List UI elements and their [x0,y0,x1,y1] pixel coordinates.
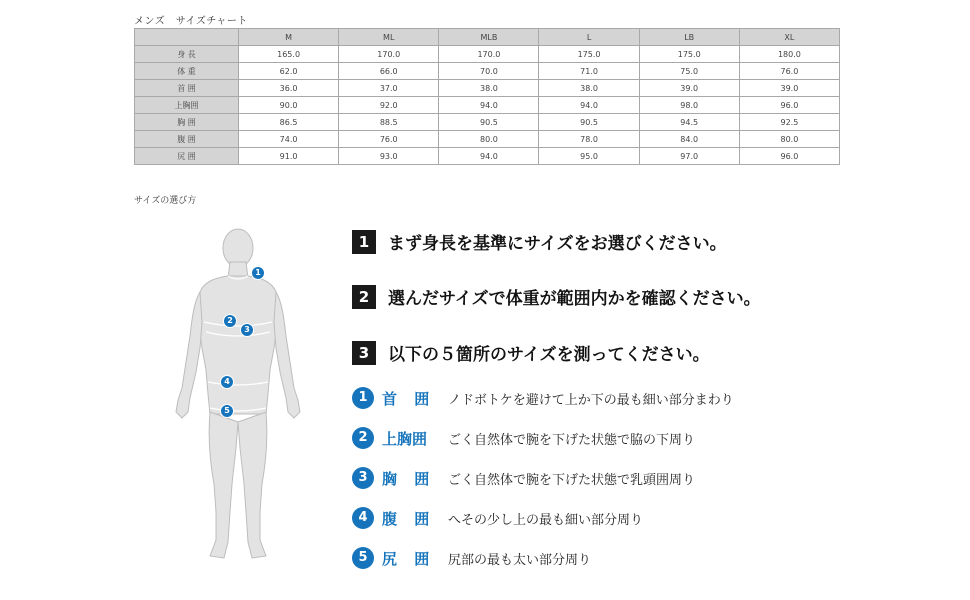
table-cell: 39.0 [639,80,739,97]
point-name: 首 囲 [382,389,436,408]
table-cell: 88.5 [339,114,439,131]
point-name: 尻 囲 [382,549,436,568]
point-number-badge: 1 [352,387,374,409]
point-upper-chest [352,427,695,449]
point-number-badge: 4 [352,507,374,529]
step-1 [352,229,727,254]
row-label: 尻 囲 [135,148,239,165]
table-corner-cell [135,29,239,46]
point-name: 胸 囲 [382,469,436,488]
table-cell: 92.5 [739,114,839,131]
table-row [135,63,840,80]
table-row [135,80,840,97]
step-text: 選んだサイズで体重が範囲内かを確認ください。 [388,289,761,309]
table-cell: 62.0 [239,63,339,80]
step-3 [352,340,710,365]
table-cell: 96.0 [739,148,839,165]
point-number-badge: 2 [352,427,374,449]
step-number-badge: 2 [352,285,376,309]
table-cell: 86.5 [239,114,339,131]
point-name: 上胸囲 [382,429,428,448]
table-row [135,131,840,148]
size-col-header: ML [339,29,439,46]
table-cell: 175.0 [639,46,739,63]
table-cell: 37.0 [339,80,439,97]
point-description: へその少し上の最も細い部分周り [448,512,644,528]
table-cell: 39.0 [739,80,839,97]
point-name: 腹 囲 [382,509,436,528]
table-cell: 96.0 [739,97,839,114]
body-figure [170,222,320,570]
table-row [135,46,840,63]
table-cell: 94.0 [439,97,539,114]
size-chart-title: メンズ サイズチャート [134,16,248,27]
table-cell: 90.5 [539,114,639,131]
table-cell: 80.0 [739,131,839,148]
point-description: ごく自然体で腕を下げた状態で乳頭囲周り [448,472,696,488]
table-cell: 80.0 [439,131,539,148]
point-number-badge: 3 [352,467,374,489]
table-cell: 180.0 [739,46,839,63]
marker-hip: 5 [220,404,234,418]
table-cell: 93.0 [339,148,439,165]
step-text: まず身長を基準にサイズをお選びください。 [388,234,727,254]
size-col-header: MLB [439,29,539,46]
size-table [134,28,840,165]
table-cell: 94.5 [639,114,739,131]
table-cell: 84.0 [639,131,739,148]
marker-chest: 3 [240,323,254,337]
table-cell: 95.0 [539,148,639,165]
point-neck [352,387,734,409]
table-cell: 76.0 [739,63,839,80]
row-label: 上胸囲 [135,97,239,114]
row-label: 体 重 [135,63,239,80]
table-cell: 78.0 [539,131,639,148]
step-text: 以下の５箇所のサイズを測ってください。 [388,345,710,365]
table-cell: 94.0 [539,97,639,114]
marker-upper-chest: 2 [223,314,237,328]
table-cell: 170.0 [339,46,439,63]
size-col-header: L [539,29,639,46]
table-cell: 38.0 [539,80,639,97]
table-cell: 97.0 [639,148,739,165]
table-cell: 76.0 [339,131,439,148]
size-col-header: XL [739,29,839,46]
marker-waist: 4 [220,375,234,389]
row-label: 首 囲 [135,80,239,97]
table-cell: 91.0 [239,148,339,165]
table-row [135,97,840,114]
table-cell: 170.0 [439,46,539,63]
step-number-badge: 1 [352,230,376,254]
table-cell: 90.5 [439,114,539,131]
table-cell: 38.0 [439,80,539,97]
size-table-header-row [135,29,840,46]
point-chest [352,467,695,489]
point-description: 尻部の最も太い部分周り [448,552,592,568]
table-cell: 175.0 [539,46,639,63]
point-description: ノドボトケを避けて上か下の最も細い部分まわり [448,392,734,408]
table-cell: 71.0 [539,63,639,80]
table-row [135,148,840,165]
body-silhouette-image [170,222,320,570]
step-number-badge: 3 [352,341,376,365]
table-cell: 70.0 [439,63,539,80]
point-waist [352,507,643,529]
table-cell: 66.0 [339,63,439,80]
row-label: 腹 囲 [135,131,239,148]
point-description: ごく自然体で腕を下げた状態で脇の下周り [448,432,696,448]
step-2 [352,284,761,309]
table-cell: 92.0 [339,97,439,114]
marker-neck: 1 [251,266,265,280]
size-guide-title: サイズの選び方 [134,196,197,206]
size-col-header: M [239,29,339,46]
table-row [135,114,840,131]
row-label: 胸 囲 [135,114,239,131]
table-cell: 36.0 [239,80,339,97]
table-cell: 75.0 [639,63,739,80]
size-col-header: LB [639,29,739,46]
table-cell: 165.0 [239,46,339,63]
table-cell: 94.0 [439,148,539,165]
row-label: 身 長 [135,46,239,63]
table-cell: 90.0 [239,97,339,114]
table-cell: 74.0 [239,131,339,148]
point-number-badge: 5 [352,547,374,569]
table-cell: 98.0 [639,97,739,114]
point-hip [352,547,591,569]
